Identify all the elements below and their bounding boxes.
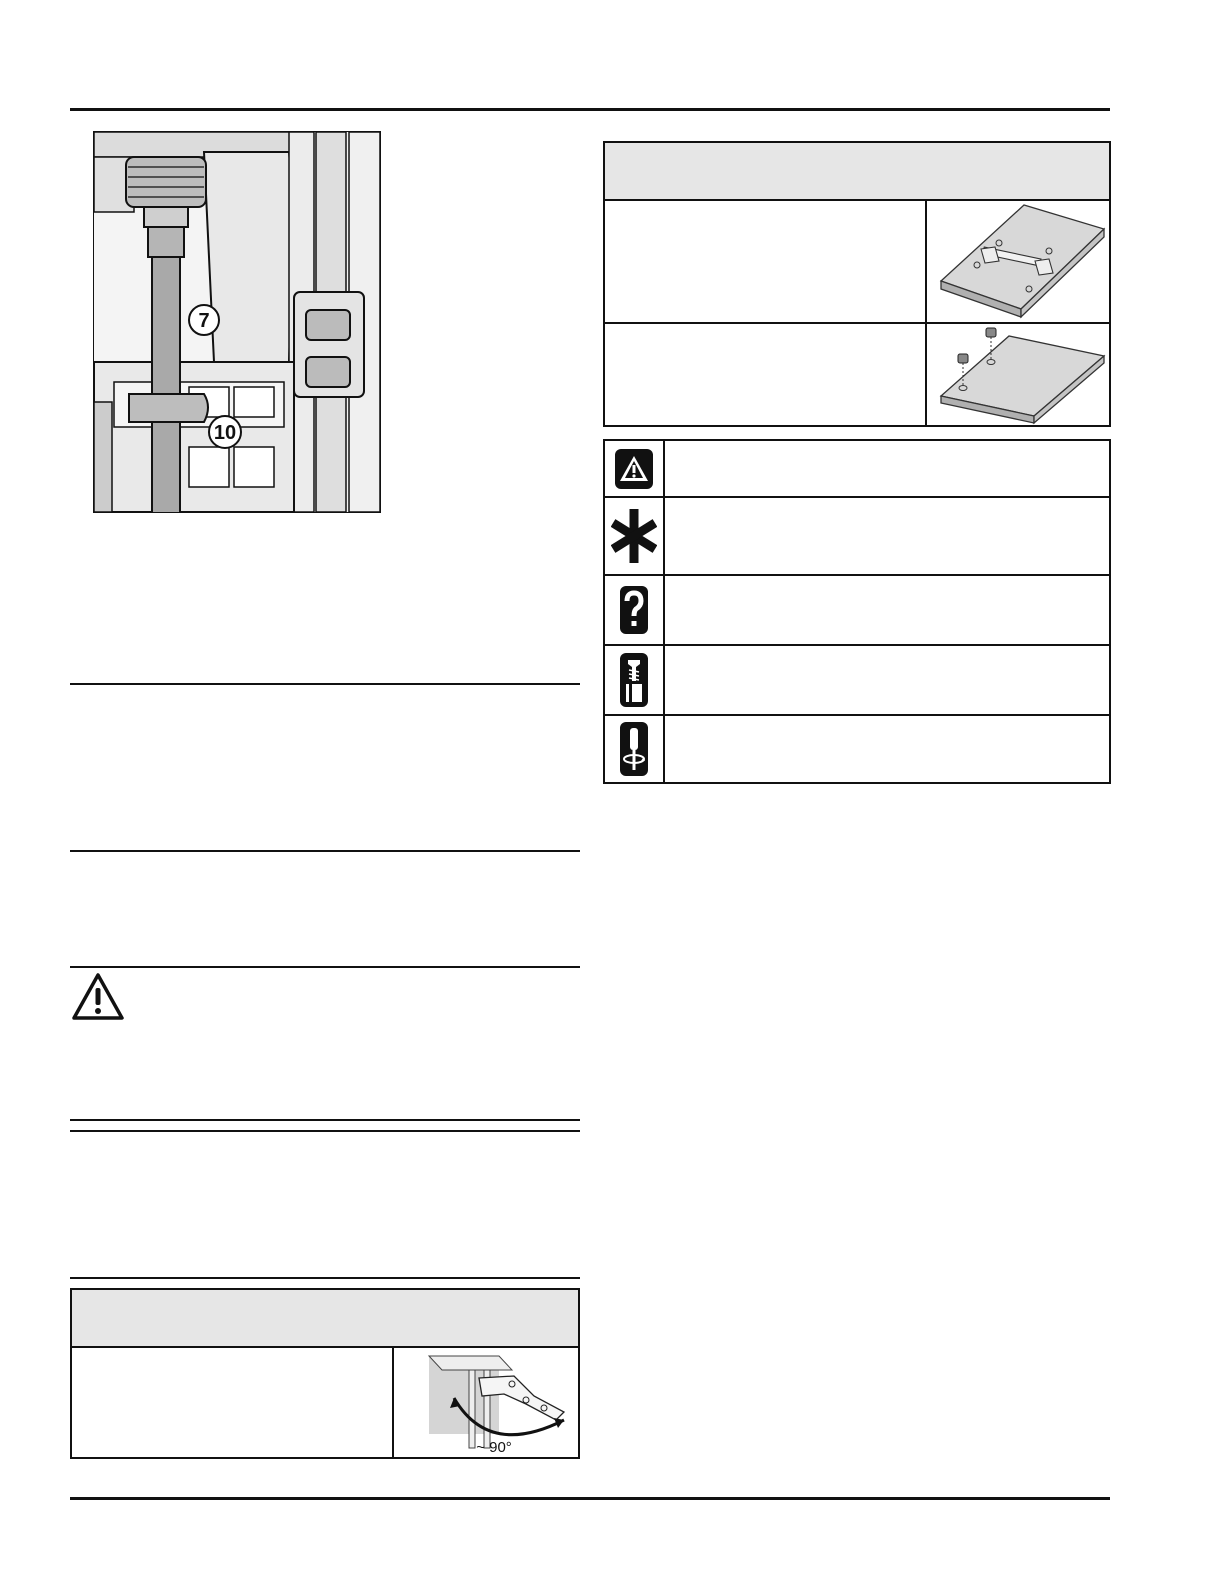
section-rule-4	[70, 1119, 580, 1121]
callout-7: 7	[198, 310, 210, 332]
plug-plate-figure	[929, 326, 1109, 425]
screw-icon	[605, 646, 663, 714]
baseplate-table	[603, 141, 1111, 427]
symbol-legend-table	[603, 439, 1111, 784]
section-rule-1	[70, 683, 580, 685]
question-icon	[605, 576, 663, 644]
section-rule-5	[70, 1130, 580, 1132]
section-rule-2	[70, 850, 580, 852]
section-rule-3	[70, 966, 580, 968]
hinge-table-header	[72, 1290, 578, 1346]
asterisk-icon	[605, 498, 663, 574]
section-rule-6	[70, 1277, 580, 1279]
header-rule	[70, 108, 1110, 111]
callout-10: 10	[213, 422, 237, 444]
warning-symbol-icon	[605, 441, 663, 496]
baseplate-table-header	[605, 143, 1109, 199]
hinge-angle-figure	[394, 1348, 578, 1457]
screwdriver-icon	[605, 716, 663, 782]
warning-triangle-icon	[71, 972, 125, 1022]
footer-rule	[70, 1497, 1110, 1500]
hinge-table	[70, 1288, 580, 1459]
hinge-plate-figure	[929, 203, 1109, 319]
water-connection-figure	[93, 131, 381, 513]
hinge-angle-label: ~ 90°	[476, 1439, 512, 1456]
